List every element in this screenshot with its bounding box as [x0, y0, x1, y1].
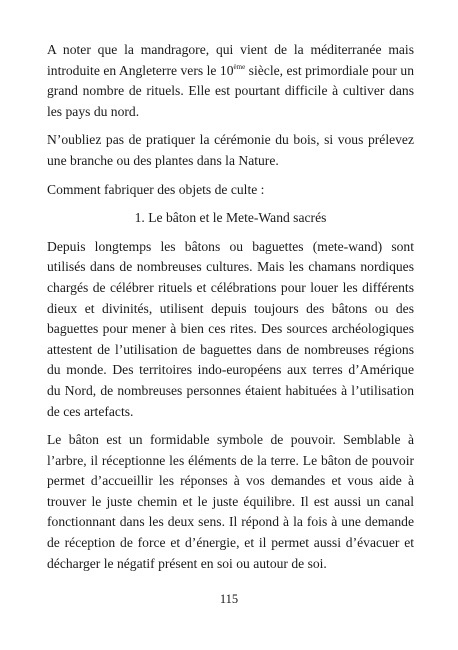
body-text	[47, 40, 414, 582]
page-number: 115	[219, 592, 239, 606]
paragraph-baton-pouvoir: Le bâton est un formidable symbole de pouvoir. Semblable à l’arbre, il réceptionne les éléments de la terre. Le bâton de pouvoir permet d’accueillir les réponses à vos demandes et vous aide à trouver le juste chemin et le juste équilibre. Il est aussi un canal fonctionnant dans les deux sens. Il répond à la fois à une demande de réception de force et d’énergie, et il permet aussi d’évacuer et décharger le négatif présent en soi ou autour de soi.	[47, 432, 414, 571]
superscript-ordinal: ème	[233, 62, 246, 71]
section-heading: 1. Le bâton et le Mete-Wand sacrés	[134, 210, 327, 226]
paragraph-batons-history: Depuis longtemps les bâtons ou baguettes (mete-wand) sont utilisés dans de nombreuses cultures. Mais les chamans nordiques chargés de célébrer rituels et célébrations pour louer les différents dieux et divinités, utilisent depuis toujours des bâtons ou des baguettes pour mener à bien ces rites. Des sources archéologiques attestent de l’utilisation de baguettes dans de nombreuses régions du monde. Des territoires indo-européens aux terres d’Amérique du Nord, de nombreuses personnes étaient habituées à l’utilisation de ces artefacts.	[47, 238, 414, 419]
paragraph-intro-objets: Comment fabriquer des objets de culte :	[47, 181, 265, 197]
paragraph-ceremonie: N’oubliez pas de pratiquer la cérémonie du bois, si vous prélevez une branche ou des plantes dans la Nature.	[47, 132, 414, 168]
paragraph-mandragore: A noter que la mandragore, qui vient de la méditerranée mais introduite en Angleterre vers le 10ème siècle, est primordiale pour un grand nombre de rituels. Elle est pourtant difficile à cultiver dans les pays du nord.	[47, 42, 414, 119]
